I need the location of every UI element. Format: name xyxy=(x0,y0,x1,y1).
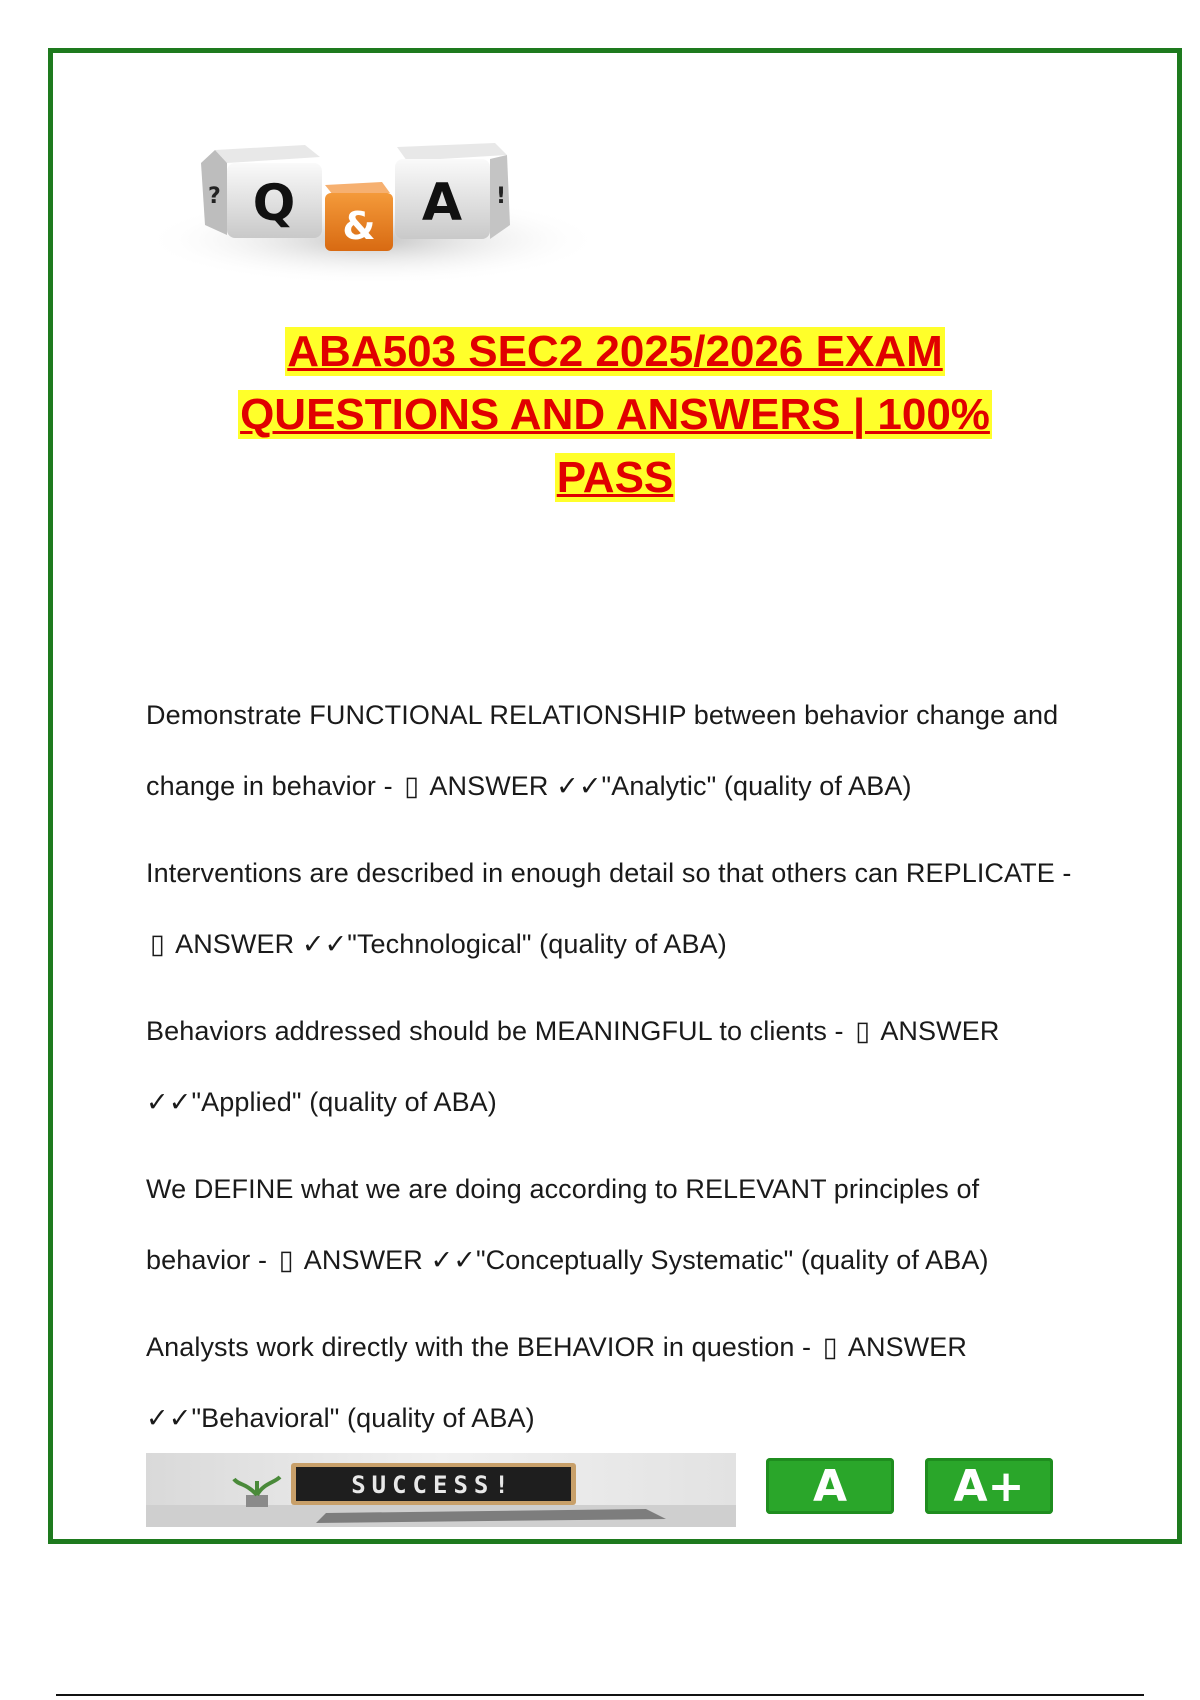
marker-glyph: ▯ xyxy=(278,1244,294,1275)
marker-glyph: ▯ xyxy=(150,928,165,959)
marker-glyph: ▯ xyxy=(404,770,420,801)
checkmark-icon: ✓✓ xyxy=(146,1086,192,1118)
answer-text: "Conceptually Systematic" (quality of ABA) xyxy=(475,1244,989,1275)
answer-label: ANSWER xyxy=(303,1244,423,1275)
q-die-letter: Q xyxy=(252,174,296,232)
checkmark-icon: ✓✓ xyxy=(556,770,602,802)
qa-item xyxy=(146,680,1076,822)
a-die xyxy=(395,143,510,239)
answer-text: "Applied" (quality of ABA) xyxy=(191,1086,497,1117)
answer-text: "Analytic" (quality of ABA) xyxy=(601,770,912,801)
qa-item xyxy=(146,838,1076,980)
answer-label: ANSWER xyxy=(429,770,549,801)
question-text: We DEFINE what we are doing according to RELEVANT principles of behavior - xyxy=(146,1174,980,1275)
chalkboard-text: SUCCESS! xyxy=(351,1471,515,1499)
answer-label: ANSWER xyxy=(847,1332,967,1362)
qa-dice-logo xyxy=(145,75,600,315)
a-die-letter: A xyxy=(421,173,463,233)
question-text: Interventions are described in enough detail so that others can REPLICATE - xyxy=(146,858,1072,888)
bottom-divider xyxy=(56,1694,1144,1696)
question-text: Demonstrate FUNCTIONAL RELATIONSHIP between behavior change and change in behavior - xyxy=(146,700,1059,801)
ampersand-die xyxy=(325,182,393,251)
qa-item xyxy=(146,996,1076,1138)
question-text: Analysts work directly with the BEHAVIOR in question - xyxy=(146,1332,812,1362)
qa-item xyxy=(146,1154,1076,1296)
document-title xyxy=(140,320,1090,509)
title-line-2: QUESTIONS AND ANSWERS | 100% xyxy=(240,390,990,439)
answer-text: "Behavioral" (quality of ABA) xyxy=(191,1402,535,1433)
marker-glyph: ▯ xyxy=(822,1332,838,1362)
q-die xyxy=(201,145,322,238)
q-die-side-mark: ? xyxy=(208,184,221,209)
grade-a-plus-badge: A+ xyxy=(925,1458,1053,1514)
checkmark-icon: ✓✓ xyxy=(301,928,348,960)
question-text: Behaviors addressed should be MEANINGFUL to clients - xyxy=(146,1016,844,1046)
qa-list xyxy=(146,680,1076,1470)
chalkboard-sign xyxy=(291,1463,576,1505)
qa-item xyxy=(146,1312,1076,1454)
checkmark-icon: ✓✓ xyxy=(430,1244,476,1276)
a-die-side-mark: ! xyxy=(496,184,507,209)
answer-label: ANSWER xyxy=(880,1016,1000,1046)
title-line-3: PASS xyxy=(556,453,674,502)
success-banner-image xyxy=(146,1453,736,1527)
answer-label: ANSWER xyxy=(175,928,295,959)
answer-text: "Technological" (quality of ABA) xyxy=(347,928,727,959)
marker-glyph: ▯ xyxy=(855,1016,871,1046)
checkmark-icon: ✓✓ xyxy=(146,1402,192,1434)
ampersand-die-letter: & xyxy=(342,204,376,248)
title-line-1: ABA503 SEC2 2025/2026 EXAM xyxy=(287,327,943,376)
grade-a-badge: A xyxy=(766,1458,894,1514)
